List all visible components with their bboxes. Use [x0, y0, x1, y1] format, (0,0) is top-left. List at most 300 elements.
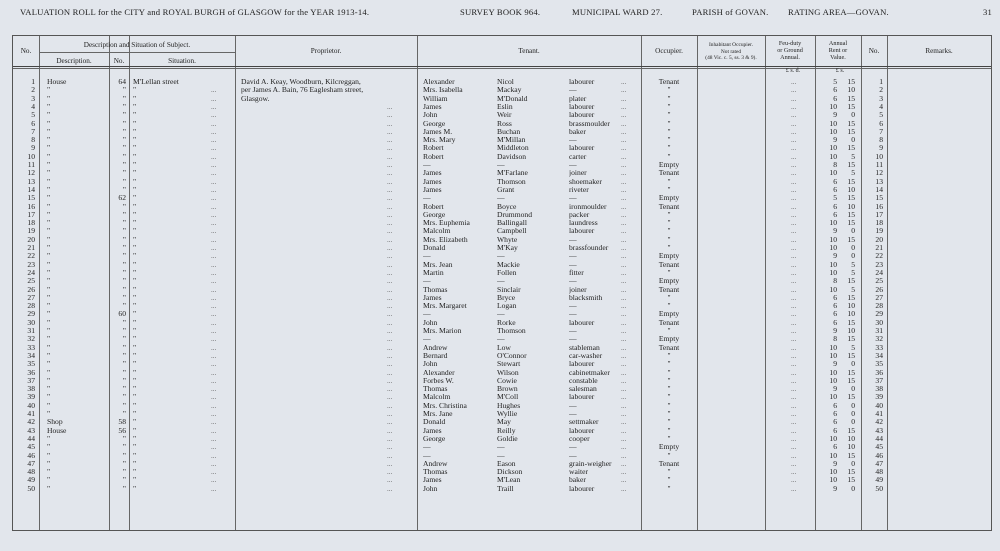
table-row: [13, 369, 991, 377]
row-tenant-first: John: [423, 484, 438, 493]
row-tenant-occupation: —: [569, 194, 577, 203]
row-number: 58: [118, 418, 126, 427]
leader-dots: ...: [621, 302, 627, 311]
table-row: [13, 111, 991, 119]
row-rent-shillings: 5: [851, 260, 855, 269]
leader-dots: ...: [387, 161, 393, 169]
row-tenant-surname: M'Millan: [497, 136, 526, 145]
leader-dots: ...: [791, 327, 797, 335]
leader-dots: ...: [211, 468, 217, 477]
row-number: ": [122, 252, 126, 261]
row-occupier: ": [667, 360, 671, 369]
col-inhabitant-line1: Inhabitant Occupier.: [708, 42, 753, 48]
row-no: 15: [27, 194, 35, 203]
row-situation: ": [133, 194, 137, 203]
row-no-right: 1: [879, 78, 883, 86]
row-no-right: 38: [875, 385, 883, 394]
row-description: ": [47, 185, 51, 194]
row-rent-shillings: 5: [851, 343, 855, 352]
row-tenant-occupation: labourer: [569, 111, 595, 120]
row-no: 1: [31, 78, 35, 86]
table-row: [13, 219, 991, 227]
row-rent-shillings: 15: [847, 94, 855, 103]
leader-dots: ...: [211, 410, 217, 418]
row-no-right: 14: [875, 185, 883, 194]
proprietor-line1: David A. Keay, Woodburn, Kilcreggan,: [241, 77, 361, 86]
row-no-right: 13: [875, 177, 883, 186]
row-rent-pounds: 6: [833, 210, 837, 219]
row-number: ": [122, 161, 126, 169]
row-rent-shillings: 0: [851, 111, 855, 120]
leader-dots: ...: [791, 185, 797, 194]
row-tenant-surname: Campbell: [497, 227, 527, 236]
leader-dots: ...: [621, 235, 627, 244]
row-occupier: ": [667, 385, 671, 394]
leader-dots: ...: [791, 127, 797, 136]
row-no: 35: [27, 360, 35, 369]
row-rent-pounds: 9: [833, 252, 837, 261]
row-rent-pounds: 6: [833, 94, 837, 103]
row-number: ": [122, 136, 126, 145]
leader-dots: ...: [211, 127, 217, 136]
row-description: ": [47, 318, 51, 327]
leader-dots: ...: [621, 177, 627, 186]
leader-dots: ...: [791, 410, 797, 418]
row-rent-pounds: 10: [829, 152, 837, 161]
leader-dots: ...: [791, 252, 797, 261]
leader-dots: ...: [211, 343, 217, 352]
row-tenant-first: —: [423, 252, 431, 261]
row-tenant-occupation: brassfounder: [569, 244, 609, 252]
row-no: 49: [27, 476, 35, 485]
leader-dots: ...: [387, 194, 393, 203]
leader-dots: ...: [211, 161, 217, 169]
row-situation: ": [133, 385, 137, 394]
row-tenant-occupation: car-washer: [569, 351, 603, 360]
row-no-right: 27: [875, 293, 883, 302]
row-occupier: Empty: [658, 335, 680, 344]
row-no-right: 20: [875, 235, 883, 244]
row-number: ": [122, 351, 126, 360]
row-no-right: 7: [879, 127, 883, 136]
leader-dots: ...: [621, 343, 627, 352]
leader-dots: ...: [621, 127, 627, 136]
col-tenant: Tenant.: [518, 47, 540, 55]
leader-dots: ...: [387, 443, 393, 452]
row-rent-pounds: 10: [829, 144, 837, 153]
leader-dots: ...: [791, 302, 797, 311]
row-rent-shillings: 15: [847, 376, 855, 385]
row-no: 12: [27, 169, 35, 178]
row-situation: ": [133, 335, 137, 344]
row-rent-pounds: 5: [833, 194, 837, 203]
col-rent-line3: Value.: [830, 54, 846, 61]
row-situation: ": [133, 136, 137, 145]
row-description: ": [47, 351, 51, 360]
row-no-right: 44: [875, 434, 883, 443]
row-occupier: ": [667, 144, 671, 153]
leader-dots: ...: [211, 335, 217, 344]
row-no: 41: [27, 410, 35, 418]
leader-dots: ...: [387, 285, 393, 294]
row-rent-shillings: 15: [847, 194, 855, 203]
leader-dots: ...: [621, 351, 627, 360]
row-tenant-occupation: labourer: [569, 78, 595, 86]
row-occupier: Empty: [658, 443, 680, 452]
row-description: ": [47, 401, 51, 410]
row-number: ": [122, 127, 126, 136]
row-tenant-surname: M'Coll: [497, 393, 519, 402]
leader-dots: ...: [387, 244, 393, 252]
row-rent-pounds: 10: [829, 244, 837, 252]
row-description: ": [47, 194, 51, 203]
row-no-right: 28: [875, 302, 883, 311]
row-occupier: ": [667, 235, 671, 244]
row-no-right: 16: [875, 202, 883, 211]
row-tenant-first: Donald: [423, 244, 446, 252]
row-rent-shillings: 15: [847, 468, 855, 477]
row-tenant-first: Mrs. Jane: [423, 410, 453, 418]
leader-dots: ...: [387, 418, 393, 427]
row-rent-pounds: 9: [833, 327, 837, 335]
row-number: ": [122, 451, 126, 460]
row-number: ": [122, 434, 126, 443]
row-tenant-occupation: —: [569, 260, 577, 269]
row-occupier: ": [667, 268, 671, 277]
leader-dots: ...: [621, 244, 627, 252]
row-description: ": [47, 443, 51, 452]
leader-dots: ...: [387, 302, 393, 311]
row-tenant-first: —: [423, 161, 431, 169]
row-number: ": [122, 285, 126, 294]
leader-dots: ...: [621, 227, 627, 236]
row-tenant-first: Robert: [423, 202, 444, 211]
row-situation: ": [133, 434, 137, 443]
row-occupier: ": [667, 351, 671, 360]
row-rent-pounds: 10: [829, 451, 837, 460]
leader-dots: ...: [621, 459, 627, 468]
row-situation: ": [133, 293, 137, 302]
row-occupier: ": [667, 244, 671, 252]
row-situation: ": [133, 451, 137, 460]
row-situation: ": [133, 468, 137, 477]
leader-dots: ...: [791, 78, 797, 86]
row-occupier: Empty: [658, 310, 680, 319]
leader-dots: ...: [621, 376, 627, 385]
leader-dots: ...: [621, 78, 627, 86]
row-no: 5: [31, 111, 35, 120]
row-no-right: 29: [875, 310, 883, 319]
row-tenant-occupation: shoemaker: [569, 177, 602, 186]
leader-dots: ...: [791, 219, 797, 228]
row-number: ": [122, 202, 126, 211]
row-no-right: 33: [875, 343, 883, 352]
row-tenant-occupation: joiner: [569, 169, 587, 178]
row-tenant-surname: Reilly: [497, 426, 516, 435]
row-no-right: 31: [875, 327, 883, 335]
row-tenant-surname: Goldie: [497, 434, 518, 443]
row-situation: ": [133, 268, 137, 277]
row-rent-pounds: 9: [833, 360, 837, 369]
row-number: ": [122, 459, 126, 468]
proprietor-line3: Glasgow.: [241, 93, 270, 103]
row-situation: ": [133, 401, 137, 410]
table-row: [13, 302, 991, 310]
leader-dots: ...: [211, 119, 217, 128]
row-tenant-surname: M'Kay: [497, 244, 518, 252]
row-tenant-occupation: —: [569, 335, 577, 344]
row-rent-shillings: 10: [847, 202, 855, 211]
leader-dots: ...: [621, 385, 627, 394]
leader-dots: ...: [621, 318, 627, 327]
row-no: 47: [27, 459, 35, 468]
row-no-right: 15: [875, 194, 883, 203]
row-rent-shillings: 0: [851, 227, 855, 236]
table-row: [13, 310, 991, 318]
leader-dots: ...: [211, 476, 217, 485]
row-tenant-first: Mrs. Margaret: [423, 302, 467, 311]
row-no-right: 32: [875, 335, 883, 344]
leader-dots: ...: [791, 202, 797, 211]
leader-dots: ...: [211, 252, 217, 261]
row-occupier: Tenant: [658, 318, 680, 327]
row-number: ": [122, 119, 126, 128]
leader-dots: ...: [621, 410, 627, 418]
row-description: ": [47, 360, 51, 369]
row-rent-shillings: 0: [851, 410, 855, 418]
row-rent-pounds: 10: [829, 219, 837, 228]
row-situation: ": [133, 102, 137, 111]
row-number: ": [122, 185, 126, 194]
row-situation: ": [133, 219, 137, 228]
leader-dots: ...: [791, 285, 797, 294]
col-rent-line1: Annual: [828, 40, 848, 47]
row-rent-pounds: 6: [833, 401, 837, 410]
leader-dots: ...: [791, 434, 797, 443]
row-rent-pounds: 6: [833, 418, 837, 427]
leader-dots: ...: [791, 376, 797, 385]
row-tenant-first: James: [423, 476, 442, 485]
row-rent-pounds: 8: [833, 161, 837, 169]
table-row: [13, 385, 991, 393]
leader-dots: ...: [211, 268, 217, 277]
leader-dots: ...: [211, 169, 217, 178]
row-no: 31: [27, 327, 35, 335]
row-number: ": [122, 177, 126, 186]
row-number: ": [122, 360, 126, 369]
leader-dots: ...: [387, 127, 393, 136]
col-situation: Situation.: [168, 57, 196, 65]
row-tenant-first: Andrew: [423, 343, 448, 352]
row-rent-pounds: 10: [829, 285, 837, 294]
row-no: 16: [27, 202, 35, 211]
table-row: [13, 476, 991, 484]
row-occupier: ": [667, 86, 671, 95]
row-description: ": [47, 343, 51, 352]
row-rent-pounds: 10: [829, 268, 837, 277]
row-rent-pounds: 9: [833, 459, 837, 468]
row-situation: ": [133, 426, 137, 435]
row-tenant-surname: Thomson: [497, 327, 526, 335]
row-no: 26: [27, 285, 35, 294]
row-tenant-first: Thomas: [423, 385, 448, 394]
leader-dots: ...: [211, 102, 217, 111]
leader-dots: ...: [211, 443, 217, 452]
row-tenant-occupation: —: [569, 252, 577, 261]
row-situation: ": [133, 119, 137, 128]
row-tenant-occupation: cabinetmaker: [569, 368, 610, 377]
row-tenant-first: —: [423, 194, 431, 203]
row-situation: ": [133, 144, 137, 153]
row-tenant-first: James: [423, 169, 442, 178]
leader-dots: ...: [791, 451, 797, 460]
row-no-right: 6: [879, 119, 883, 128]
table-row: [13, 377, 991, 385]
col-inhabitant-line2: Not rated: [720, 48, 742, 55]
table-row: [13, 335, 991, 343]
leader-dots: ...: [211, 293, 217, 302]
row-number: ": [122, 318, 126, 327]
row-rent-shillings: 0: [851, 252, 855, 261]
row-no-right: 2: [879, 86, 883, 95]
leader-dots: ...: [387, 484, 393, 493]
leader-dots: ...: [791, 152, 797, 161]
row-description: ": [47, 476, 51, 485]
row-occupier: ": [667, 327, 671, 335]
row-no: 43: [27, 426, 35, 435]
leader-dots: ...: [387, 260, 393, 269]
row-no-right: 41: [875, 410, 883, 418]
row-tenant-surname: Boyce: [497, 202, 517, 211]
row-occupier: ": [667, 136, 671, 145]
leader-dots: ...: [791, 318, 797, 327]
table-row: [13, 252, 991, 260]
leader-dots: ...: [791, 343, 797, 352]
row-rent-pounds: 9: [833, 484, 837, 493]
row-rent-shillings: 10: [847, 327, 855, 335]
row-rent-pounds: 10: [829, 260, 837, 269]
row-occupier: ": [667, 451, 671, 460]
row-occupier: ": [667, 102, 671, 111]
leader-dots: ...: [387, 219, 393, 228]
leader-dots: ...: [387, 102, 393, 111]
row-situation: ": [133, 185, 137, 194]
row-number: ": [122, 410, 126, 418]
row-rent-shillings: 0: [851, 360, 855, 369]
row-situation: ": [133, 360, 137, 369]
row-rent-shillings: 15: [847, 451, 855, 460]
roll-table: [12, 35, 992, 531]
row-rent-shillings: 10: [847, 443, 855, 452]
row-tenant-first: —: [423, 443, 431, 452]
row-situation: ": [133, 310, 137, 319]
row-description: ": [47, 327, 51, 335]
row-occupier: ": [667, 418, 671, 427]
col-feu-line1: Feu-duty: [778, 40, 802, 47]
row-no: 25: [27, 277, 35, 286]
leader-dots: ...: [387, 210, 393, 219]
row-tenant-occupation: laundress: [569, 219, 598, 228]
leader-dots: ...: [791, 144, 797, 153]
row-tenant-surname: M'Farlane: [497, 169, 528, 178]
row-rent-pounds: 10: [829, 476, 837, 485]
leader-dots: ...: [791, 385, 797, 394]
row-description: ": [47, 484, 51, 493]
row-tenant-first: Mrs. Marion: [423, 327, 462, 335]
row-rent-shillings: 15: [847, 368, 855, 377]
row-occupier: ": [667, 302, 671, 311]
row-situation: ": [133, 418, 137, 427]
leader-dots: ...: [387, 468, 393, 477]
table-row: [13, 227, 991, 235]
leader-dots: ...: [791, 426, 797, 435]
row-tenant-occupation: —: [569, 277, 577, 286]
row-tenant-occupation: —: [569, 302, 577, 311]
leader-dots: ...: [211, 451, 217, 460]
row-tenant-surname: Brown: [497, 385, 518, 394]
row-number: ": [122, 152, 126, 161]
row-rent-pounds: 9: [833, 111, 837, 120]
row-rent-pounds: 6: [833, 310, 837, 319]
leader-dots: ...: [791, 260, 797, 269]
row-tenant-first: —: [423, 335, 431, 344]
row-no: 21: [27, 244, 35, 252]
leader-dots: ...: [211, 260, 217, 269]
leader-dots: ...: [791, 210, 797, 219]
row-tenant-first: George: [423, 210, 446, 219]
row-rent-shillings: 5: [851, 268, 855, 277]
row-tenant-occupation: labourer: [569, 426, 595, 435]
row-no-right: 8: [879, 136, 883, 145]
leader-dots: ...: [621, 161, 627, 169]
row-number: ": [122, 227, 126, 236]
row-tenant-first: Mrs. Jean: [423, 260, 453, 269]
row-tenant-occupation: baker: [569, 127, 586, 136]
row-tenant-first: Alexander: [423, 368, 455, 377]
row-rent-pounds: 6: [833, 185, 837, 194]
row-tenant-surname: Wilson: [497, 368, 519, 377]
row-tenant-first: Mrs. Elizabeth: [423, 235, 468, 244]
row-occupier: ": [667, 401, 671, 410]
row-tenant-occupation: packer: [569, 210, 590, 219]
row-no-right: 47: [875, 459, 883, 468]
leader-dots: ...: [791, 86, 797, 95]
row-number: ": [122, 210, 126, 219]
row-no-right: 25: [875, 277, 883, 286]
row-no: 33: [27, 343, 35, 352]
row-rent-pounds: 8: [833, 335, 837, 344]
row-number: ": [122, 102, 126, 111]
row-rent-shillings: 0: [851, 418, 855, 427]
row-description: ": [47, 376, 51, 385]
row-no-right: 23: [875, 260, 883, 269]
row-no: 24: [27, 268, 35, 277]
table-row: [13, 410, 991, 418]
table-row: [13, 294, 991, 302]
table-row: [13, 211, 991, 219]
leader-dots: ...: [211, 393, 217, 402]
row-description: ": [47, 393, 51, 402]
row-tenant-surname: Sinclair: [497, 285, 521, 294]
row-number: ": [122, 219, 126, 228]
row-no: 22: [27, 252, 35, 261]
leader-dots: ...: [621, 468, 627, 477]
row-situation: ": [133, 318, 137, 327]
row-occupier: Tenant: [658, 459, 680, 468]
row-tenant-occupation: labourer: [569, 318, 595, 327]
leader-dots: ...: [791, 111, 797, 120]
row-rent-shillings: 15: [847, 277, 855, 286]
